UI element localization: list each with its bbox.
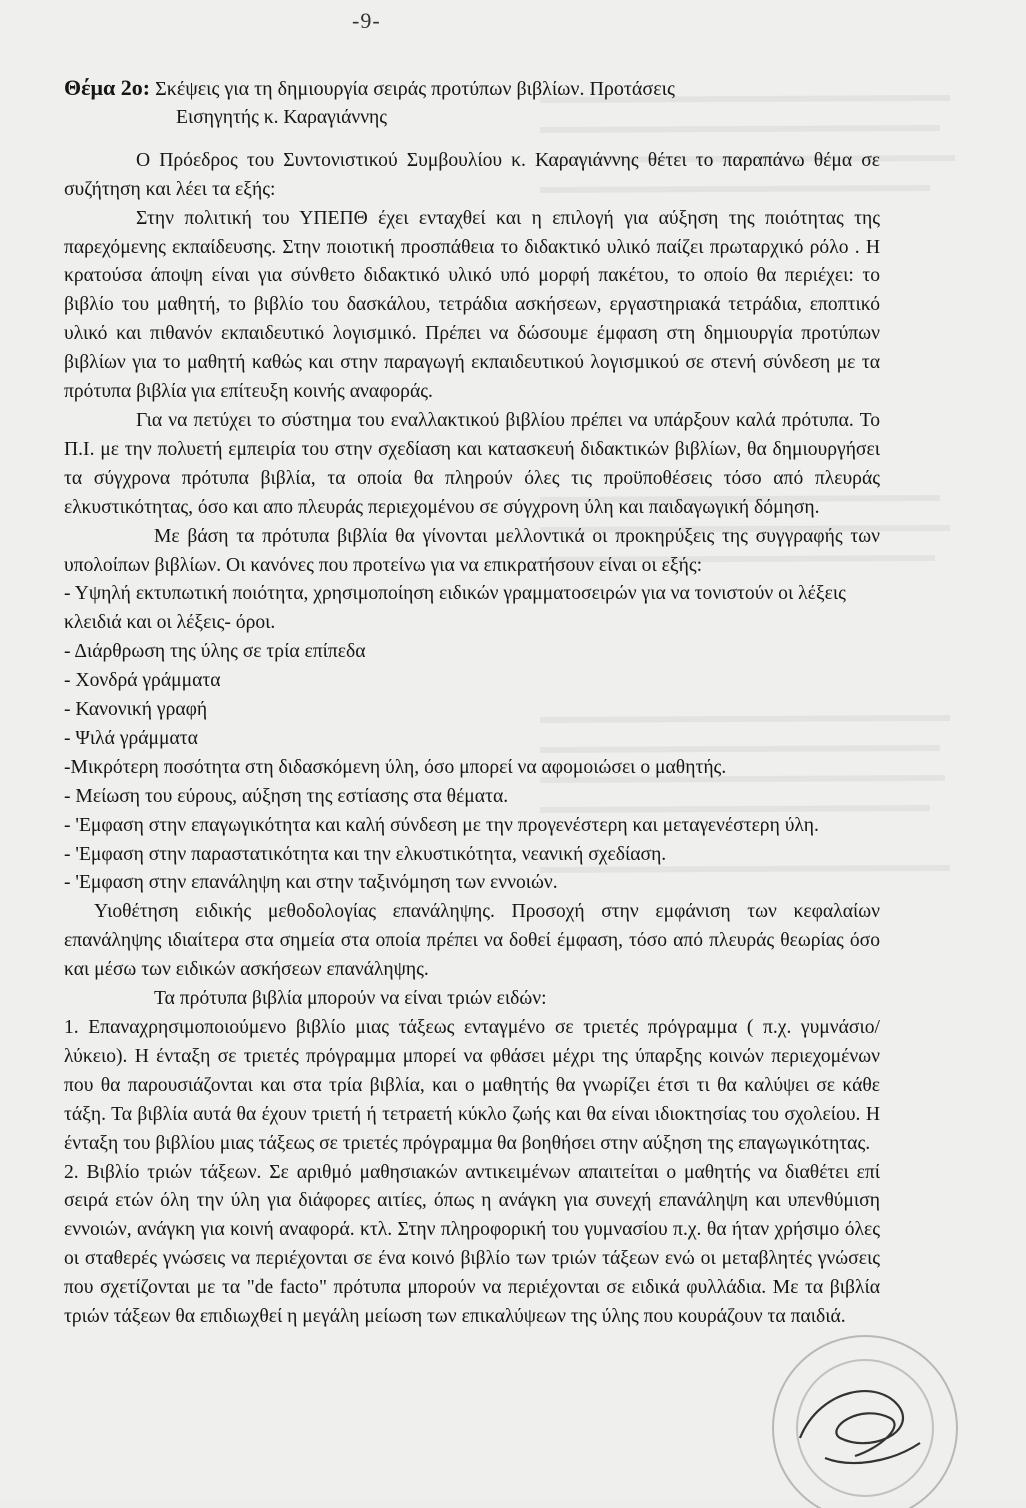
- topic-title: Σκέψεις για τη δημιουργία σειράς προτύπων βιβλίων. Προτάσεις: [155, 78, 675, 100]
- methodology-paragraph: Υιοθέτηση ειδικής μεθοδολογίας επανάληψης. Προσοχή στην εμφάνιση των κεφαλαίων επανάληψης ιδιαίτερα στα σημεία στα οποία πρέπει να δοθεί έμφαση, τόσο από πλευράς θεωρίας όσο και μέσω των ειδικών ασκήσεων επανάληψης.: [64, 901, 880, 981]
- types-list: [64, 1014, 880, 1332]
- rule-item: - 'Εμφαση στην επαγωγικότητα και καλή σύνδεση με την προγενέστερη και μεταγενέστερη ύλη.: [64, 814, 819, 836]
- rule-item: - 'Εμφαση στην παραστατικότητα και την ελκυστικότητα, νεανική σχεδίαση.: [64, 843, 667, 865]
- rule-item: - Μείωση του εύρους, αύξηση της εστίασης στα θέματα.: [64, 785, 509, 807]
- official-stamp: [730, 1318, 1000, 1508]
- type-item: 1. Επαναχρησιμοποιούμενο βιβλίο μιας τάξεως ενταγμένο σε τριετές πρόγραμμα ( π.χ. γυμνάσιο/λύκειο). Η ένταξη σε τριετές πρόγραμμα μπορεί να φθάσει μέχρι της ύπαρξης κοινών περιεχομένων που θα παρουσιάζονται και στα τρία βιβλία, και ο μαθητής θα γνωρίζει έτσι τι θα καλύψει σε κάθε τάξη. Τα βιβλία αυτά θα έχουν τριετή ή τετραετή κύκλο ζωής και θα είναι ιδιοκτησίας του σχολείου. Η ένταξη του βιβλίου μιας τάξεως σε τριετές πρόγραμμα θα βοηθήσει στην αύξηση της επαγωγικότητας.: [64, 1017, 880, 1154]
- stamp-outer-ring: [773, 1336, 957, 1508]
- intro-paragraph: Ο Πρόεδρος του Συντονιστικού Συμβουλίου κ. Καραγιάννης θέτει το παραπάνω θέμα σε συζήτηση και λέει τα εξής:: [64, 149, 880, 200]
- rule-item: - Χονδρά γράμματα: [64, 670, 221, 692]
- rule-item: - Υψηλή εκτυπωτική ποιότητα, χρησιμοποίηση ειδικών γραμματοσειρών για να τονιστούν οι λέξεις κλειδιά και οι λέξεις- όροι.: [64, 583, 846, 634]
- rule-item: - 'Εμφαση στην επανάληψη και στην ταξινόμηση των εννοιών.: [64, 872, 558, 894]
- stamp-inner-ring: [797, 1360, 933, 1496]
- document-body: [64, 74, 880, 1332]
- topic-heading: [64, 74, 880, 104]
- page-number: -9-: [352, 8, 381, 33]
- topic-label: Θέμα 2ο:: [64, 75, 151, 100]
- signature-scribble: [800, 1391, 920, 1463]
- rule-item: - Ψιλά γράμματα: [64, 727, 198, 749]
- alternative-book-paragraph: Για να πετύχει το σύστημα του εναλλακτικού βιβλίου πρέπει να υπάρξουν καλά πρότυπα. Το Π.Ι. με την πολυετή εμπειρία του στην σχεδίαση και κατασκευή διδακτικών βιβλίων, θα δημιουργήσει τα σύγχρονα πρότυπα βιβλία, τα οποία θα πληρούν όλες τις προϋποθέσεις τόσο από πλευράς ελκυστικότητας, όσο και απο πλευράς περιεχομένου σε σύγχρονη ύλη και παιδαγωγική δόμηση.: [64, 409, 880, 518]
- rule-item: - Διάρθρωση της ύλης σε τρία επίπεδα: [64, 641, 366, 663]
- rule-item: - Κανονική γραφή: [64, 699, 208, 721]
- rules-intro-paragraph: Με βάση τα πρότυπα βιβλία θα γίνονται μελλοντικά οι προκηρύξεις της συγγραφής των υπολοίπων βιβλίων. Οι κανόνες που προτείνω για να επικρατήσουν είναι οι εξής:: [64, 525, 880, 576]
- rules-list: [64, 580, 880, 898]
- policy-paragraph: Στην πολιτική του ΥΠΕΠΘ έχει ενταχθεί και η επιλογή για αύξηση της ποιότητας της παρεχόμενης εκπαίδευσης. Στην ποιοτική προσπάθεια το διδακτικό υλικό παίζει πρωταρχικό ρόλο . Η κρατούσα άποψη είναι για σύνθετο διδακτικό υλικό υπό μορφή πακέτου, το οποίο θα περιέχει: το βιβλίο του μαθητή, το βιβλίο του δασκάλου, τετράδια ασκήσεων, εργαστηριακά τετράδια, εποπτικό υλικό και πιθανόν εκπαιδευτικό λογισμικό. Πρέπει να δώσουμε έμφαση στη δημιουργία προτύπων βιβλίων για το μαθητή καθώς και στην παραγωγή εκπαιδευτικού λογισμικού σε στενή σύνδεση με τα πρότυπα βιβλία για επίτευξη κοινής αναφοράς.: [64, 207, 880, 403]
- types-intro: Τα πρότυπα βιβλία μπορούν να είναι τριών ειδών:: [154, 988, 547, 1010]
- rule-item: -Μικρότερη ποσότητα στη διδασκόμενη ύλη, όσο μπορεί να αφομοιώσει ο μαθητής.: [64, 756, 727, 778]
- speaker-line: Εισηγητής κ. Καραγιάννης: [176, 106, 388, 128]
- type-item: 2. Βιβλίο τριών τάξεων. Σε αριθμό μαθησιακών αντικειμένων απαιτείται ο μαθητής να διαθέτει επί σειρά ετών όλη την ύλη για διάφορες αιτίες, όπως η ανάγκη για συνεχή επανάληψη και υπενθύμιση εννοιών, ανάγκη για κοινή αναφορά. κτλ. Στην πληροφορική του γυμνασίου π.χ. θα ήταν χρήσιμο όλες οι σταθερές γνώσεις να περιέχονται σε ένα κοινό βιβλίο των τριών τάξεων ενώ οι μεταβλητές γνώσεις που σχετίζονται με τα "de facto" πρότυπα μπορούν να περιέχονται σε ειδικά φυλλάδια. Με τα βιβλία τριών τάξεων θα επιδιωχθεί η μεγάλη μείωση των επικαλύψεων της ύλης που κουράζουν τα παιδιά.: [64, 1161, 880, 1328]
